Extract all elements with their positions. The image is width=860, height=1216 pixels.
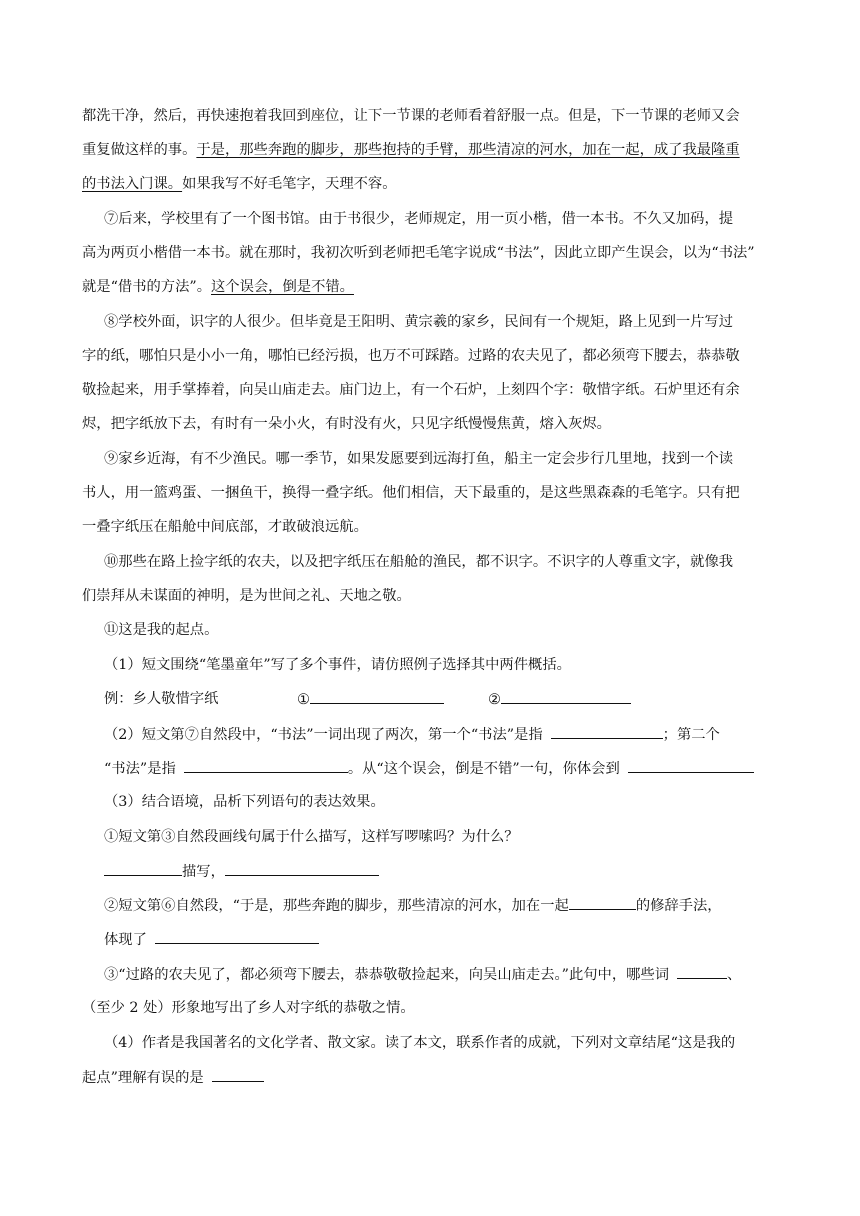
paragraph-10-line-1: ⑩那些在路上捡字纸的农夫，以及把字纸压在船舱的渔民，都不识字。不识字的人尊重文字，就像我	[104, 554, 734, 570]
paragraph-10-line-2: 们崇拜从未谋面的神明，是为世间之礼、天地之敬。	[82, 588, 411, 604]
question-1: （1）短文围绕“笔墨童年”写了多个事件，请仿照例子选择其中两件概括。	[104, 657, 571, 673]
paragraph-line	[82, 174, 397, 194]
answer-blank[interactable]	[569, 895, 636, 910]
answer-blank[interactable]	[551, 724, 663, 739]
answer-blank[interactable]	[104, 861, 182, 876]
paragraph-9-line-1: ⑨家乡近海，有不少渔民。哪一季节，如果发愿要到远海打鱼，船主一定会步行几里地，找到一个读	[104, 451, 734, 467]
paragraph-7-line-2: 高为两页小楷借一本书。就在那时，我初次听到老师把毛笔字说成“书法”，因此立即产生误会，以为“书法”	[82, 245, 755, 261]
question-4-line-1: （4）作者是我国著名的文化学者、散文家。读了本文，联系作者的成就，下列对文章结尾“这是我的	[104, 1035, 736, 1051]
underlined-sentence: 这个误会，倒是不错。	[211, 279, 354, 295]
underlined-sentence: 的书法入门课。	[82, 176, 183, 192]
paragraph-7-line-3: 就是“借书的方法”。这个误会，倒是不错。	[82, 279, 354, 295]
question-2-line-1: （2）短文第⑦自然段中，“书法”一词出现了两次，第一个“书法”是指 ；第二个	[104, 724, 720, 745]
question-1-answer-1: ①	[297, 689, 444, 710]
question-3-item-1: ①短文第③自然段画线句属于什么描写，这样写啰嗦吗？为什么？	[104, 829, 519, 845]
answer-blank[interactable]	[212, 1067, 264, 1082]
question-4-line-2: 起点”理解有误的是	[82, 1067, 264, 1088]
answer-blank[interactable]	[310, 689, 444, 704]
question-3-item-3-line-1: ③“过路的农夫见了，都必须弯下腰去，恭恭敬敬捡起来，向吴山庙走去。”此句中，哪些词 、	[104, 964, 741, 985]
question-3: （3）结合语境，品析下列语句的表达效果。	[104, 794, 385, 810]
paragraph-8-line-1: ⑧学校外面，识字的人很少。但毕竟是王阳明、黄宗羲的家乡，民间有一个规矩，路上见到一片写过	[104, 314, 734, 330]
paragraph-9-line-2: 书人，用一篮鸡蛋、一捆鱼干，换得一叠字纸。他们相信，天下最重的，是这些黑森森的毛笔字。只有把	[82, 485, 740, 501]
question-1-example: 例：乡人敬惜字纸	[104, 691, 219, 707]
text-span: 如果我写不好毛笔字，天理不容。	[182, 176, 397, 192]
paragraph-7-line-1: ⑦后来，学校里有了一个图书馆。由于书很少，老师规定，用一页小楷，借一本书。不久又加码，提	[104, 211, 734, 227]
paragraph-line	[82, 106, 740, 126]
question-3-item-1-answer: 描写，	[104, 861, 379, 882]
question-3-item-3-line-2: （至少 2 处）形象地写出了乡人对字纸的恭敬之情。	[82, 1000, 415, 1016]
paragraph-9-line-3: 一叠字纸压在船舱中间底部，才敢破浪远航。	[82, 519, 368, 535]
question-3-item-2-line-2: 体现了	[104, 929, 319, 950]
underlined-sentence: 于是，那些奔跑的脚步，那些抱持的手臂，那些清凉的河水，加在一起，成了我最隆重	[196, 142, 740, 158]
paragraph-8-line-4: 烬，把字纸放下去，有时有一朵小火，有时没有火，只见字纸慢慢焦黄，熔入灰烬。	[82, 416, 611, 432]
question-2-line-2: “书法”是指 。从“这个误会，倒是不错”一句，你体会到	[104, 758, 754, 779]
question-3-item-2-line-1: ②短文第⑥自然段，“于是，那些奔跑的脚步，那些清凉的河水，加在一起 的修辞手法，	[104, 895, 722, 916]
paragraph-8-line-3: 敬捡起来，用手掌捧着，向吴山庙走去。庙门边上，有一个石炉，上刻四个字：敬惜字纸。石炉里还有余	[82, 382, 740, 398]
text-span: 重复做这样的事。	[82, 142, 197, 158]
answer-blank[interactable]	[225, 861, 379, 876]
answer-blank[interactable]	[501, 689, 631, 704]
paragraph-line	[82, 140, 740, 160]
paragraph-11: ⑪这是我的起点。	[104, 622, 219, 638]
answer-blank[interactable]	[155, 929, 319, 944]
answer-blank[interactable]	[628, 758, 754, 773]
paragraph-8-line-2: 字的纸，哪怕只是小小一角，哪怕已经污损，也万不可踩踏。过路的农夫见了，都必须弯下腰去，恭恭敬	[82, 348, 740, 364]
answer-blank[interactable]	[677, 964, 727, 979]
answer-blank[interactable]	[184, 758, 348, 773]
text-line: 都洗干净，然后，再快速抱着我回到座位，让下一节课的老师看着舒服一点。但是，下一节课的老师又会	[82, 108, 740, 124]
question-1-answer-2: ②	[488, 689, 631, 710]
